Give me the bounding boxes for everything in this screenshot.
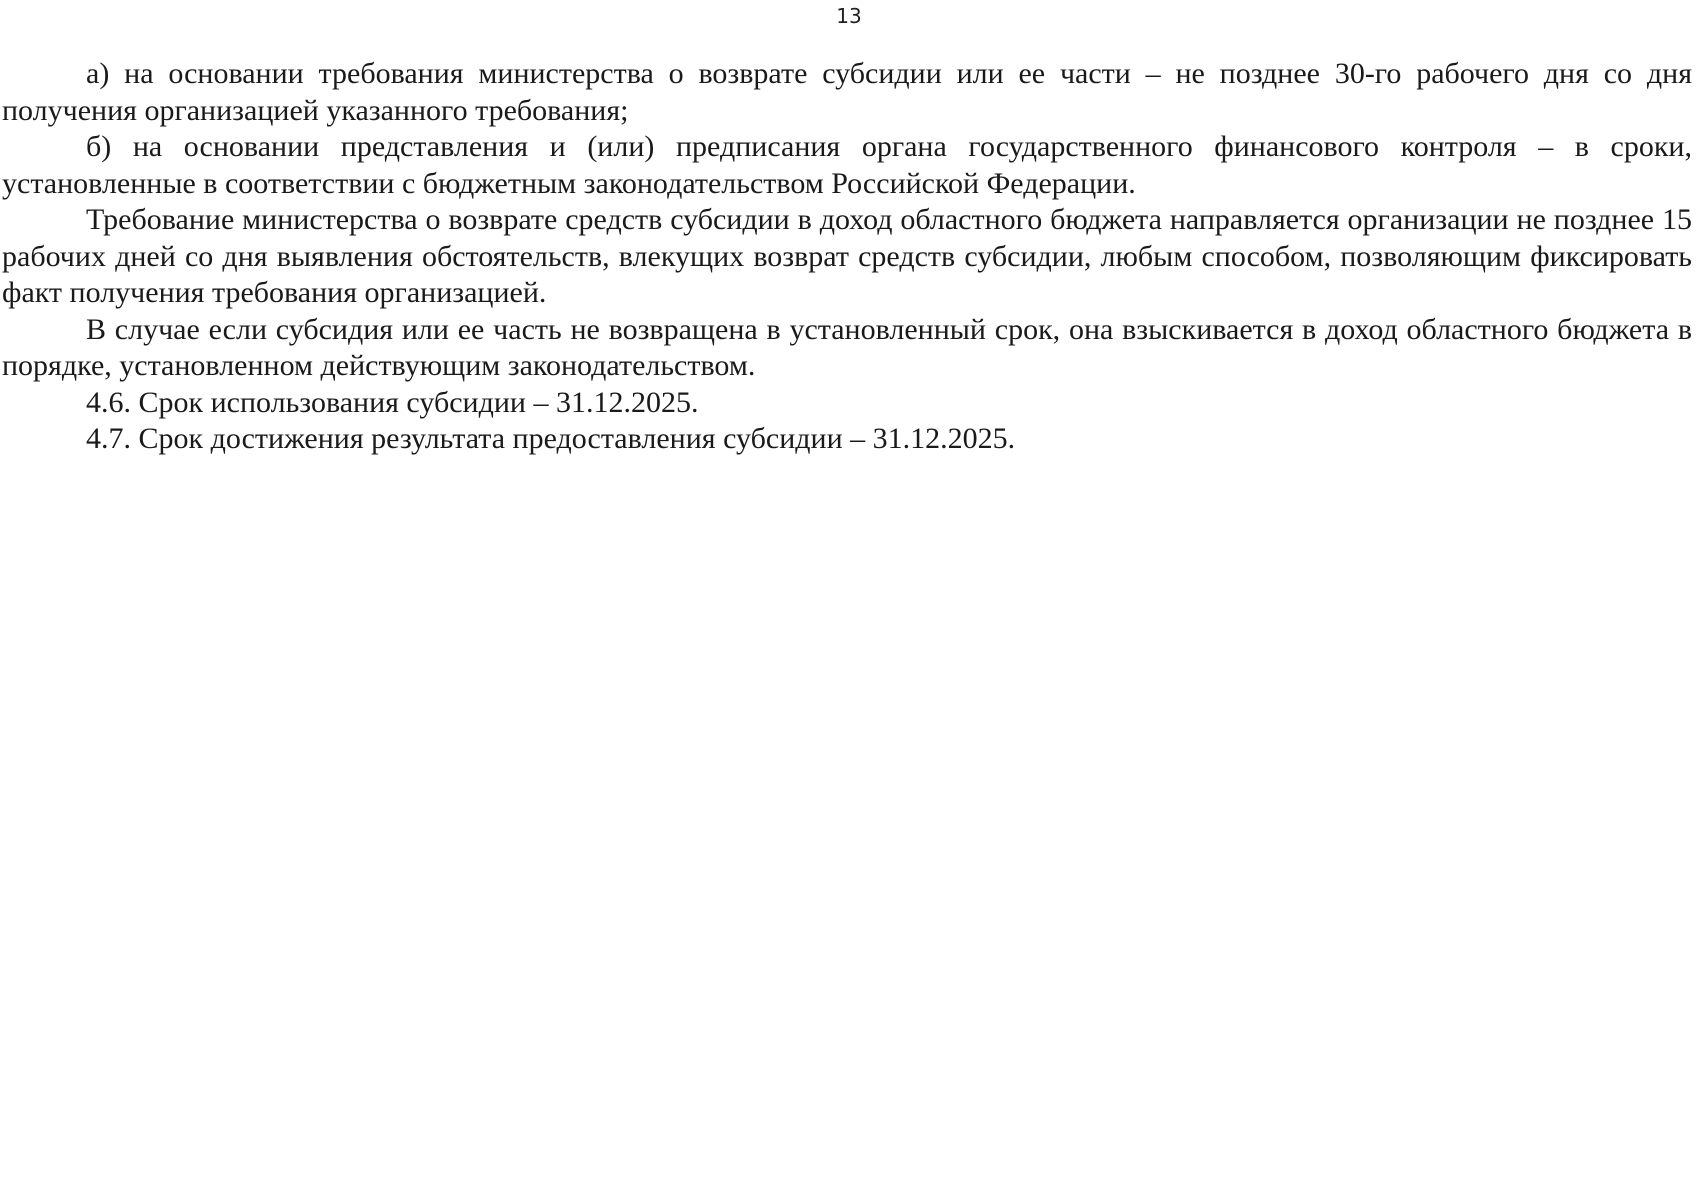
paragraph-recovery: В случае если субсидия или ее часть не возвращена в установленный срок, она взыскивается в доход областного бюджета в порядке, установленном действующим законодательством. — [2, 312, 1692, 382]
paragraph-result-term: 4.7. Срок достижения результата предоставления субсидии – 31.12.2025. — [86, 422, 1016, 455]
paragraph-usage-term: 4.6. Срок использования субсидии – 31.12.2025. — [86, 385, 699, 419]
paragraph-clause-b: б) на основании представления и (или) предписания органа государственного финансового контроля – в сроки, установленные в соответствии с бюджетным законодательством Российской Федерации. — [2, 130, 1692, 200]
page-number: 13 — [836, 4, 862, 28]
document-body — [2, 56, 1692, 458]
paragraph-refund-demand: Требование министерства о возврате средств субсидии в доход областного бюджета направляется организации не позднее 15 рабочих дней со дня выявления обстоятельств, влекущих возврат средств субсидии, любым способом, позволяющим фиксировать факт получения требования организацией. — [2, 203, 1692, 309]
paragraph-clause-a: а) на основании требования министерства о возврате субсидии или ее части – не позднее 30-го рабочего дня со дня получения организацией указанного требования; — [2, 57, 1692, 127]
